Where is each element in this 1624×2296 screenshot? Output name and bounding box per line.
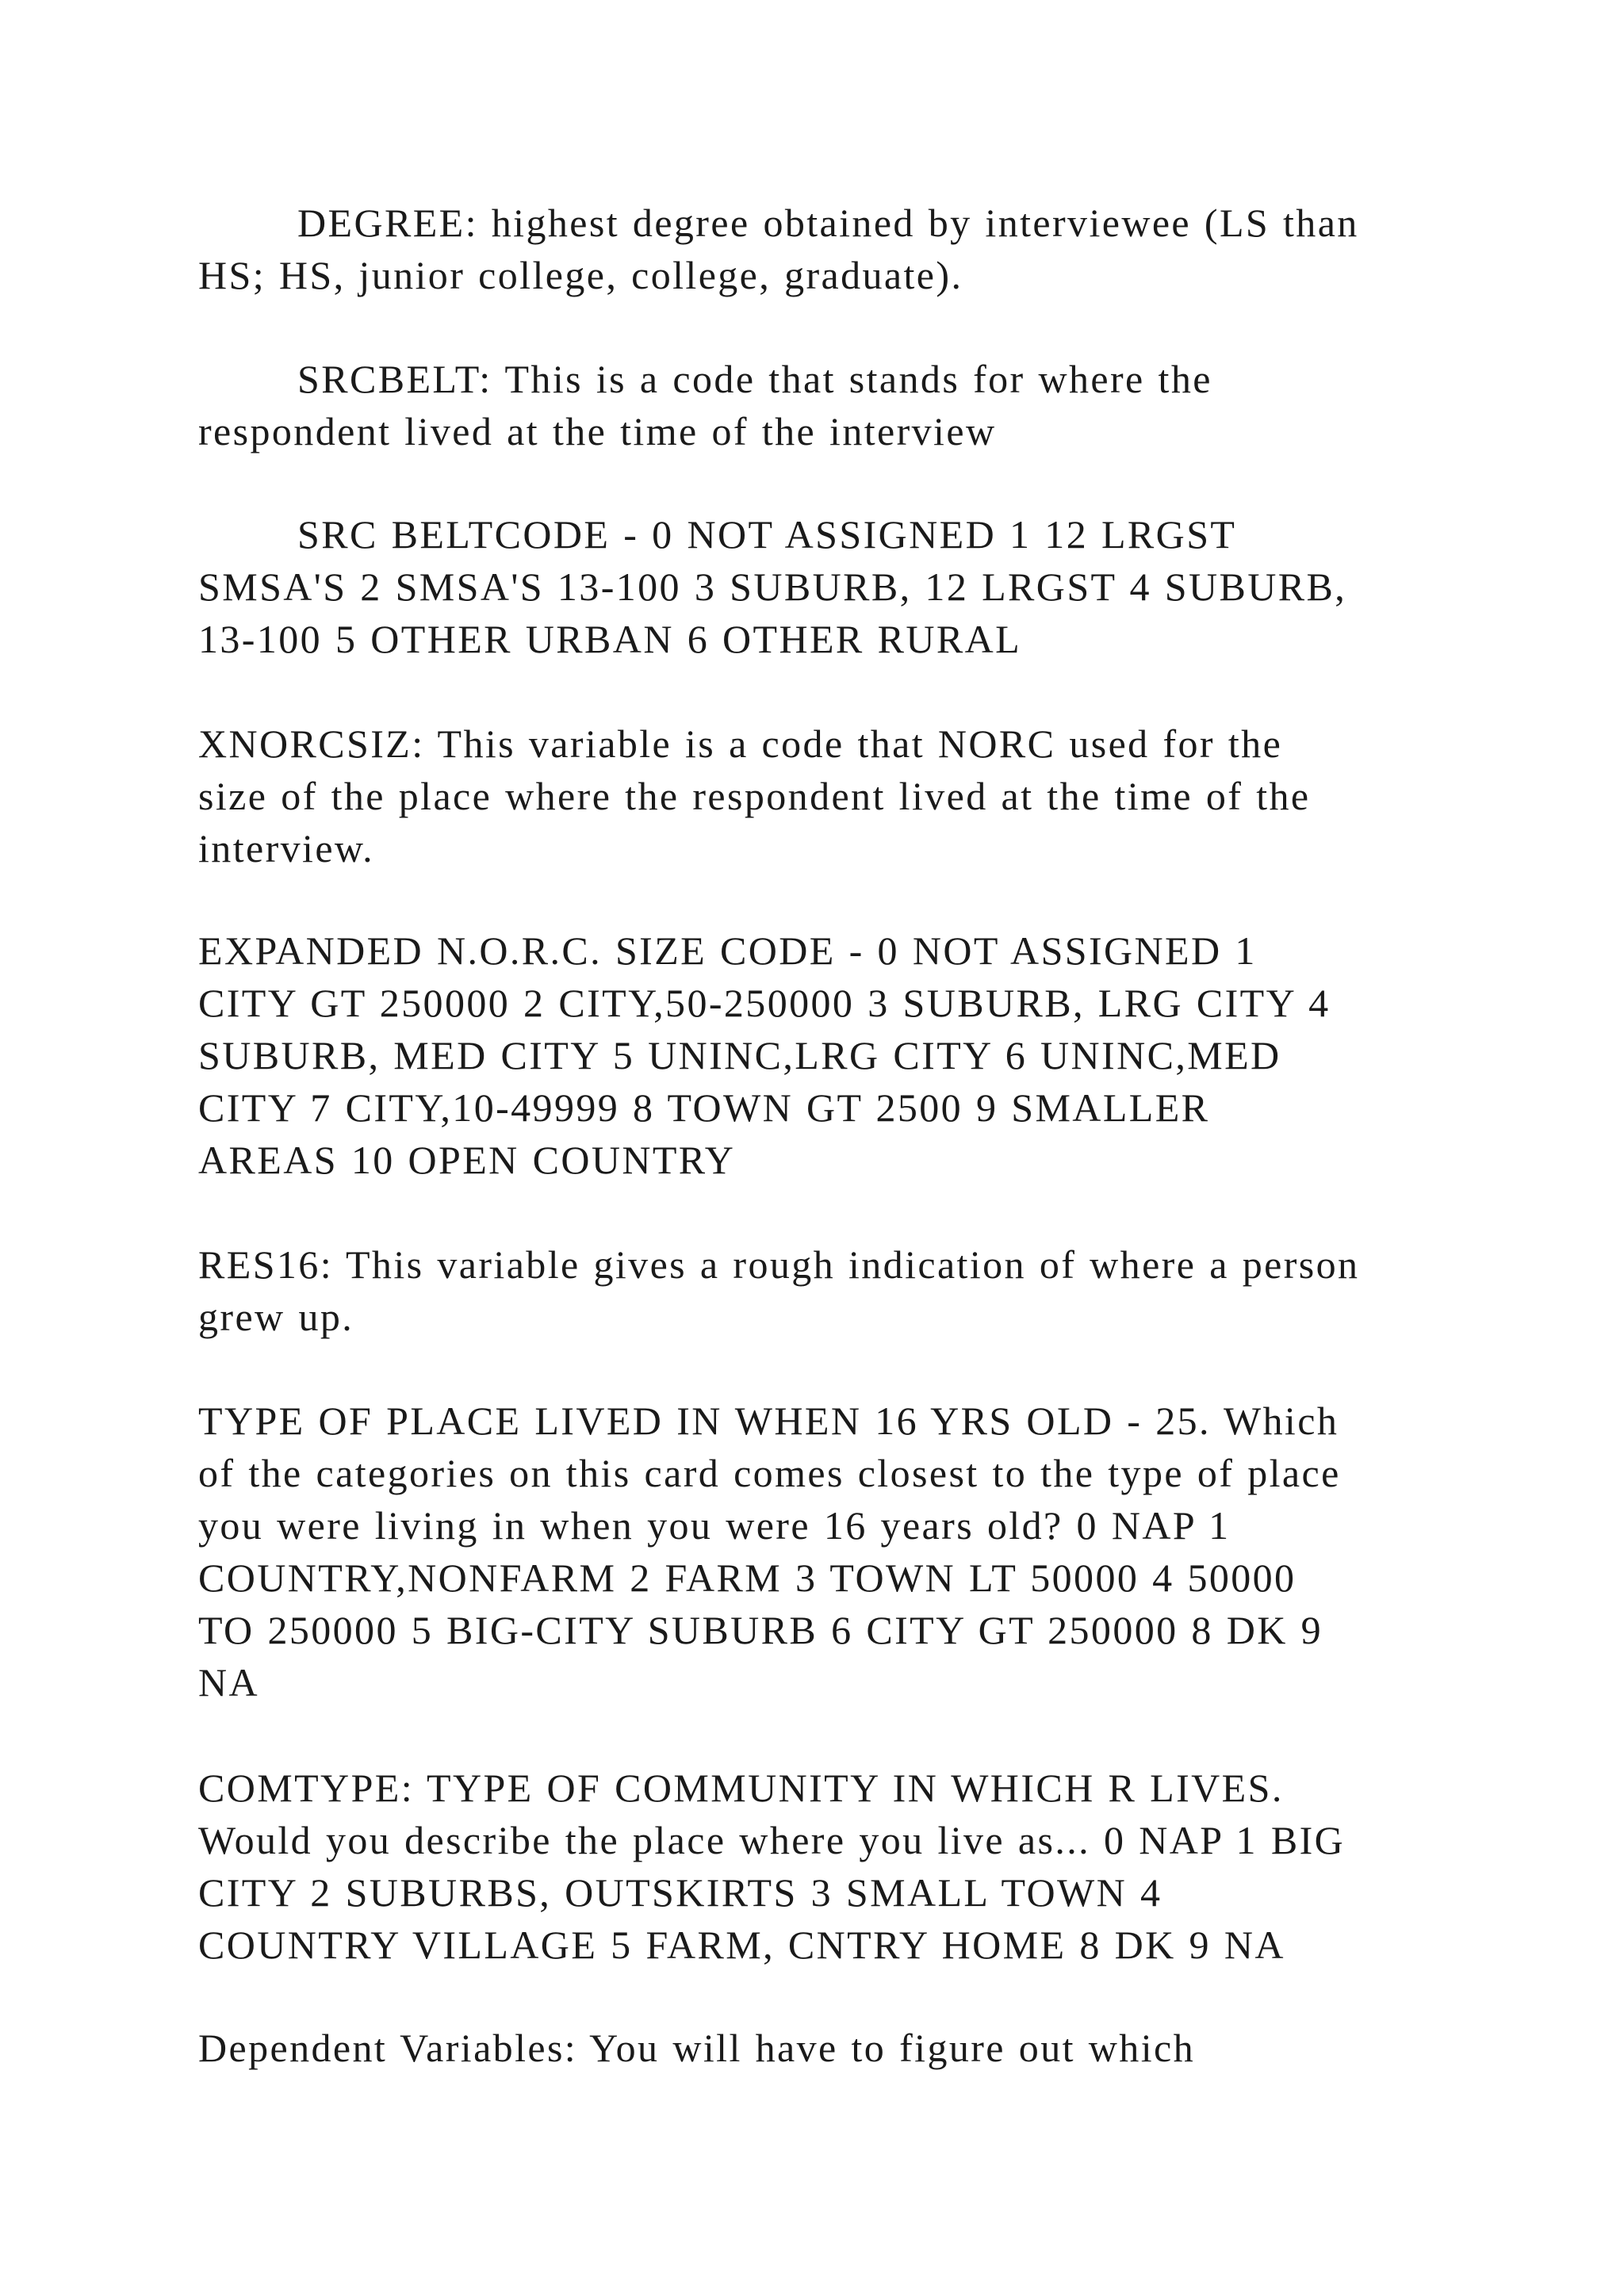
- srcbelt-code-list: SRC BELTCODE - 0 NOT ASSIGNED 1 12 LRGST SMSA'S 2 SMSA'S 13-100 3 SUBURB, 12 LRGST 4 SUBURB, 13-100 5 OTHER URBAN 6 OTHER RURAL: [198, 512, 1347, 661]
- srcbelt-definition: SRCBELT: This is a code that stands for where the respondent lived at the time of the interview: [198, 357, 1212, 453]
- res16-definition: RES16: This variable gives a rough indication of where a person grew up.: [198, 1242, 1360, 1339]
- xnorcsiz-definition: XNORCSIZ: This variable is a code that NORC used for the size of the place where the respondent lived at the time of the interview.: [198, 721, 1311, 871]
- norc-size-code-list: EXPANDED N.O.R.C. SIZE CODE - 0 NOT ASSIGNED 1 CITY GT 250000 2 CITY,50-250000 3 SUBURB, LRG CITY 4 SUBURB, MED CITY 5 UNINC,LRG CITY 6 UNINC,MED CITY 7 CITY,10-49999 8 TOWN GT 2500 9 SMALLER AREAS 10 OPEN COUNTRY: [198, 928, 1331, 1182]
- comtype-definition: COMTYPE: TYPE OF COMMUNITY IN WHICH R LIVES. Would you describe the place where you live as... 0 NAP 1 BIG CITY 2 SUBURBS, OUTSKIRTS 3 SMALL TOWN 4 COUNTRY VILLAGE 5 FARM, CNTRY HOME 8 DK 9 NA: [198, 1766, 1346, 1967]
- res16-code-list: TYPE OF PLACE LIVED IN WHEN 16 YRS OLD - 25. Which of the categories on this card comes closest to the type of place you were living in when you were 16 years old? 0 NAP 1 COUNTRY,NONFARM 2 FARM 3 TOWN LT 50000 4 50000 TO 250000 5 BIG-CITY SUBURB 6 CITY GT 250000 8 DK 9 NA: [198, 1399, 1341, 1705]
- dependent-variables-heading: Dependent Variables: You will have to figure out which: [198, 2026, 1195, 2070]
- degree-definition: DEGREE: highest degree obtained by interviewee (LS than HS; HS, junior college, college, graduate).: [198, 201, 1359, 297]
